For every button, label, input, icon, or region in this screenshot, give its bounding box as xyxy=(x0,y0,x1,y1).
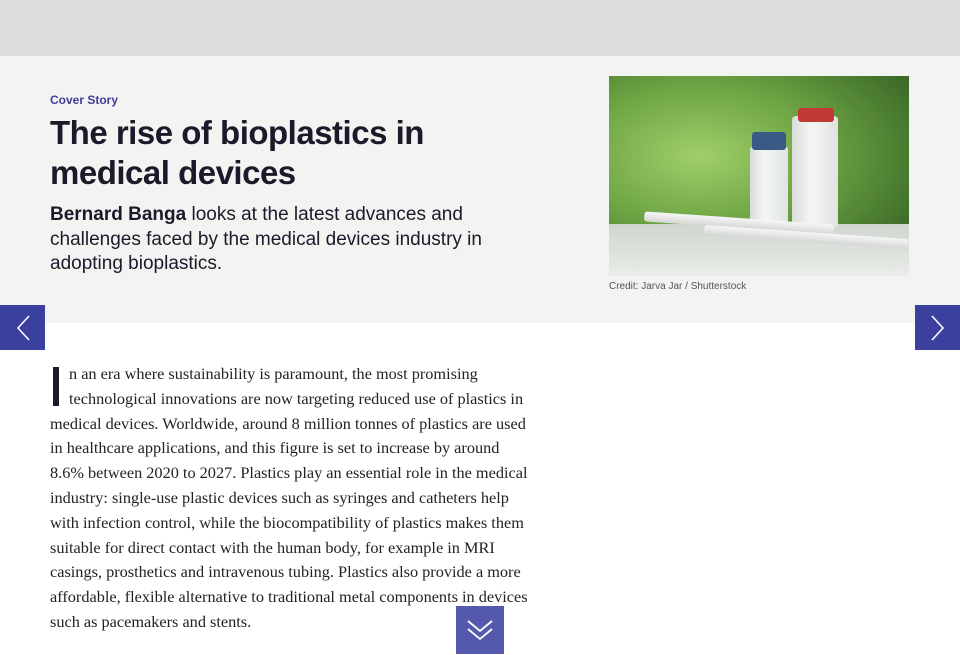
scroll-down-button[interactable] xyxy=(456,606,504,654)
previous-article-button[interactable] xyxy=(0,305,45,350)
double-chevron-down-icon xyxy=(466,618,494,642)
standfirst-text: looks at the latest advances and challenges faced by the medical devices industry in adopting bioplastics. xyxy=(50,204,482,274)
article-body xyxy=(50,362,570,635)
body-line: medical devices. Worldwide, around 8 million tonnes of plastics are used xyxy=(50,413,526,433)
body-line: technological innovations are now targeting reduced use of plastics in xyxy=(69,388,524,408)
body-line: such as pacemakers and stents. xyxy=(50,611,252,631)
page-title: The rise of bioplastics in medical devices xyxy=(50,114,424,191)
chevron-left-icon xyxy=(15,314,31,342)
hero-image xyxy=(609,76,909,276)
body-line: casings, prosthetics and intravenous tubing. Plastics also provide a more xyxy=(50,562,521,582)
top-bar xyxy=(0,0,960,56)
author-name: Bernard Banga xyxy=(50,204,187,225)
body-line: with infection control, while the biocompatibility of plastics makes them xyxy=(50,512,524,532)
body-line: suitable for direct contact with the human body, for example in MRI xyxy=(50,537,495,557)
body-line: n an era where sustainability is paramount, the most promising xyxy=(69,364,478,383)
next-article-button[interactable] xyxy=(915,305,960,350)
body-line: affordable, flexible alternative to traditional metal components in devices xyxy=(50,587,528,607)
body-line: in healthcare applications, and this figure is set to increase by around xyxy=(50,438,500,458)
section-kicker[interactable]: Cover Story xyxy=(50,93,119,107)
body-line: 8.6% between 2020 to 2027. Plastics play an essential role in the medical xyxy=(50,463,528,483)
body-line: industry: single-use plastic devices such as syringes and catheters help xyxy=(50,487,509,507)
standfirst xyxy=(50,203,530,277)
image-credit: Credit: Jarva Jar / Shutterstock xyxy=(609,281,747,292)
chevron-right-icon xyxy=(930,314,946,342)
